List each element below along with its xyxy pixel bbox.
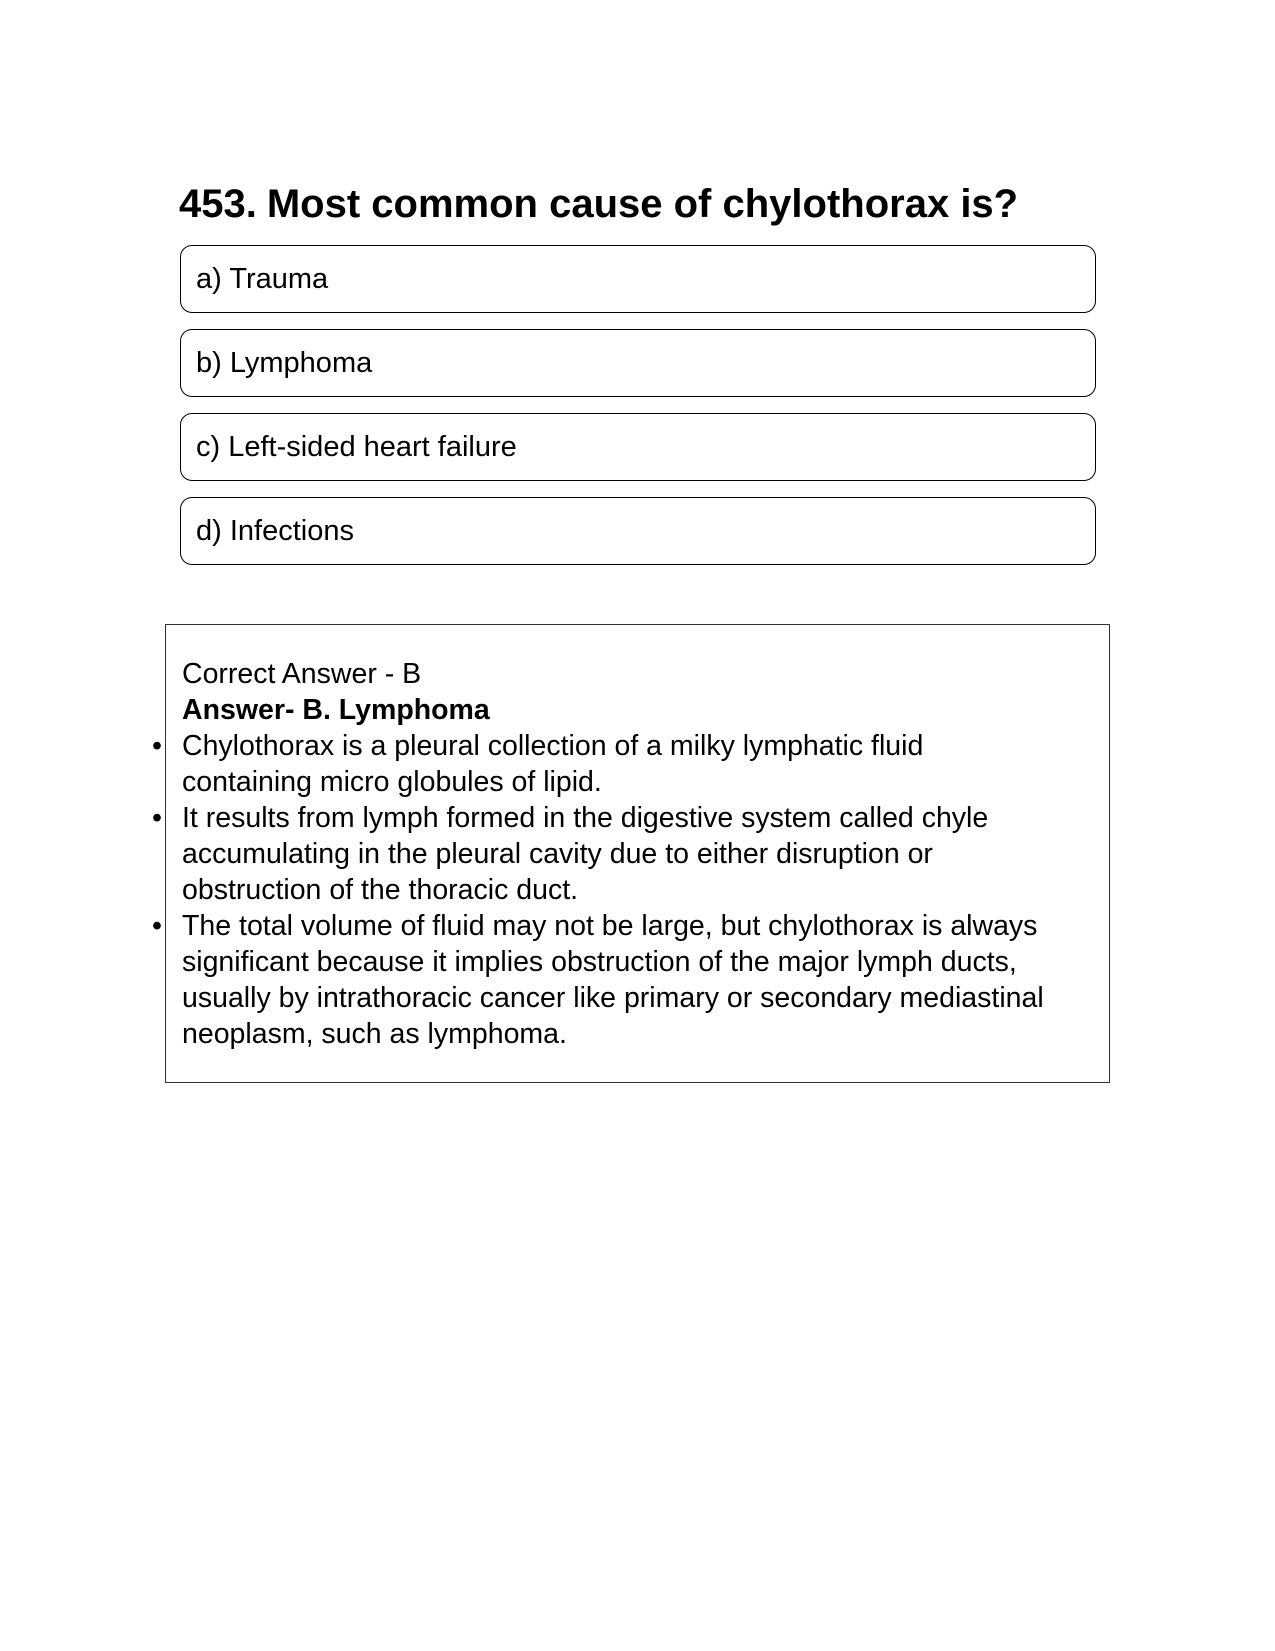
explanation-item	[152, 800, 1097, 908]
answer-title: Answer- B. Lymphoma	[182, 694, 490, 726]
explanation-item	[152, 908, 1097, 1052]
bullet-icon: •	[152, 730, 162, 762]
explanation-item	[152, 728, 1097, 800]
question-text: Most common cause of chylothorax is?	[266, 182, 1019, 226]
explanation-text: Chylothorax is a pleural collection of a milky lymphatic fluid containing micro globules of lipid.	[182, 730, 924, 798]
answer-box	[152, 624, 1110, 1083]
question-heading	[179, 178, 1018, 230]
options-list	[180, 245, 1096, 581]
option-c[interactable]: c) Left-sided heart failure	[180, 413, 1096, 481]
option-a[interactable]: a) Trauma	[180, 245, 1096, 313]
explanation-text: The total volume of fluid may not be large, but chylothorax is always significant because it implies obstruction of the major lymph ducts, usually by intrathoracic cancer like primary or secondary mediastinal neoplasm, such as lymphoma.	[182, 910, 1044, 1050]
explanation-list	[152, 728, 1097, 1052]
option-d[interactable]: d) Infections	[180, 497, 1096, 565]
explanation-text: It results from lymph formed in the digestive system called chyle accumulating in the pleural cavity due to either disruption or obstruction of the thoracic duct.	[182, 802, 989, 906]
bullet-icon: •	[152, 802, 162, 834]
option-b[interactable]: b) Lymphoma	[180, 329, 1096, 397]
bullet-icon: •	[152, 910, 162, 942]
question-number: 453.	[179, 182, 257, 226]
correct-answer-line: Correct Answer - B	[182, 658, 422, 690]
answer-content	[152, 656, 1097, 1052]
